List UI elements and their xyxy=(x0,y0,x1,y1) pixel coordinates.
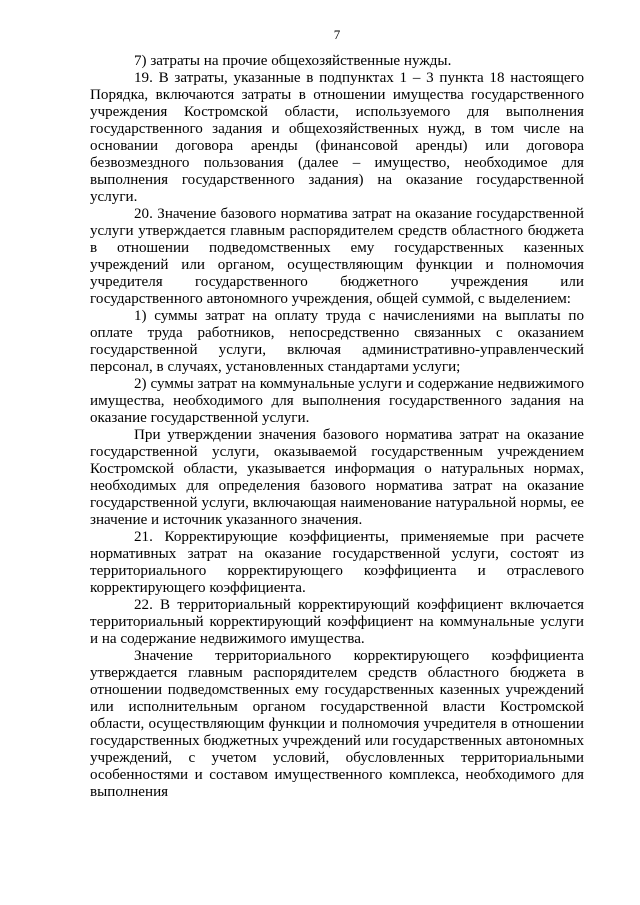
paragraph-20: 20. Значение базового норматива затрат на оказание государственной услуги утверждается главным распорядителем средств областного бюджета в отношении подведомственных ему государственных казенных учреждений или органом, осуществляющим функции и полномочия учредителя государственного бюджетного учреждения или государственного автономного учреждения, общей суммой, с выделением: xyxy=(90,206,584,307)
paragraph-item-7: 7) затраты на прочие общехозяйственные нужды. xyxy=(134,53,452,69)
document-page xyxy=(90,27,584,801)
paragraph-natural-norms: При утверждении значения базового норматива затрат на оказание государственной услуги, оказываемой государственным учреждением Костромской области, указывается информация о натуральных нормах, необходимых для определения базового норматива затрат на оказание государственной услуги, включающая наименование натуральной нормы, ее значение и источник указанного значения. xyxy=(90,427,584,528)
paragraph-territorial-coefficient: Значение территориального корректирующего коэффициента утверждается главным распорядителем средств областного бюджета в отношении подведомственных ему государственных казенных учреждений или исполнительным органом государственной власти Костромской области, осуществляющим функции и полномочия учредителя в отношении государственных бюджетных учреждений или государственных автономных учреждений, с учетом условий, обусловленных территориальными особенностями и составом имущественного комплекса, необходимого для выполнения xyxy=(90,648,584,800)
paragraph-20-item-2: 2) суммы затрат на коммунальные услуги и содержание недвижимого имущества, необходимого для выполнения государственного задания на оказание государственной услуги. xyxy=(90,376,584,426)
paragraph-20-item-1: 1) суммы затрат на оплату труда с начислениями на выплаты по оплате труда работников, непосредственно связанных с оказанием государственной услуги, включая административно-управленческий персонал, в случаях, установленных стандартами услуги; xyxy=(90,308,584,375)
paragraph-22: 22. В территориальный корректирующий коэффициент включается территориальный корректирующий коэффициент на коммунальные услуги и на содержание недвижимого имущества. xyxy=(90,597,584,647)
paragraph-21: 21. Корректирующие коэффициенты, применяемые при расчете нормативных затрат на оказание государственной услуги, состоят из территориального корректирующего коэффициента и отраслевого корректирующего коэффициента. xyxy=(90,529,584,596)
paragraph-19: 19. В затраты, указанные в подпунктах 1 – 3 пункта 18 настоящего Порядка, включаются затраты в отношении имущества государственного учреждения Костромской области, используемого для выполнения государственного задания и общехозяйственных нужд, в том числе на основании договора аренды (финансовой аренды) или договора безвозмездного пользования (далее – имущество, необходимое для выполнения государственного задания) на оказание государственной услуги. xyxy=(90,70,584,205)
page-number: 7 xyxy=(333,27,341,42)
